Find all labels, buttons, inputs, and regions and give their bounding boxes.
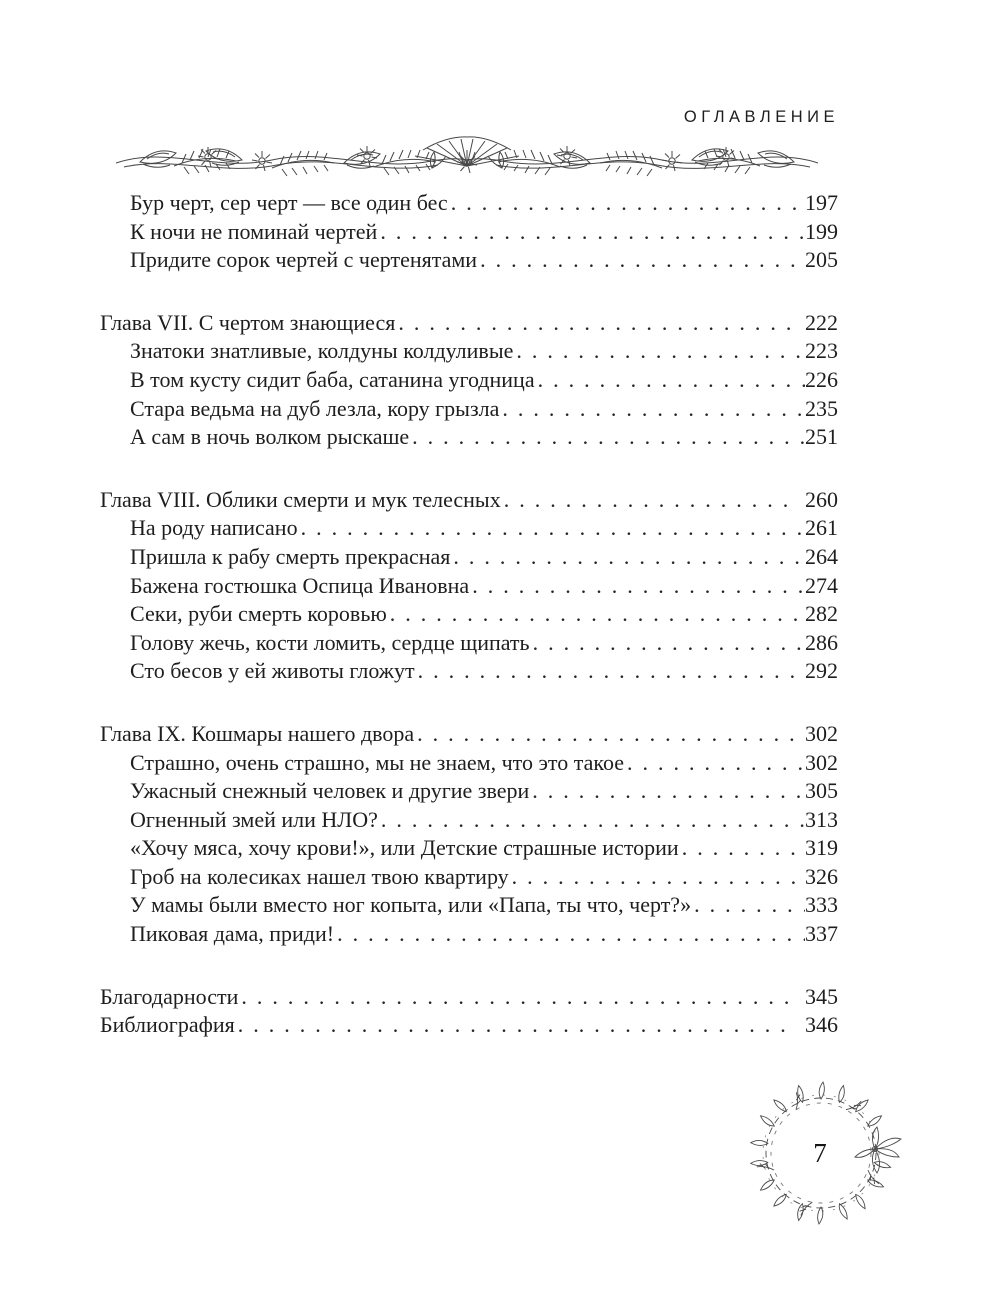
dot-leader bbox=[238, 1012, 796, 1038]
toc-entry-page: 205 bbox=[805, 247, 838, 273]
toc-entry-page: 282 bbox=[805, 601, 838, 627]
toc-entry-title: Бур черт, сер черт — все один бес bbox=[130, 190, 448, 215]
toc-entry-title: Голову жечь, кости ломить, сердце щипать bbox=[130, 629, 530, 655]
toc-entry bbox=[100, 396, 838, 425]
toc-entry-page: 286 bbox=[805, 629, 838, 655]
toc-entry-title: Страшно, очень страшно, мы не знаем, что это такое bbox=[130, 749, 625, 775]
toc-group bbox=[100, 487, 838, 687]
dot-leader bbox=[381, 807, 805, 833]
toc-entry-title: Гроб на колесиках нашел твою квартиру bbox=[130, 863, 509, 889]
toc-entry bbox=[100, 921, 838, 950]
toc-entry-page: 223 bbox=[805, 338, 838, 364]
dot-leader bbox=[472, 573, 805, 599]
toc-entry-title: «Хочу мяса, хочу крови!», или Детские страшные истории bbox=[130, 835, 679, 861]
dot-leader bbox=[418, 658, 805, 684]
toc-entry bbox=[100, 778, 838, 807]
floral-garland-ornament bbox=[112, 136, 822, 184]
toc-entry bbox=[100, 338, 838, 367]
toc-entry-page: 345 bbox=[805, 983, 838, 1009]
toc-group bbox=[100, 190, 838, 276]
toc-entry-title: К ночи не поминай чертей bbox=[130, 218, 378, 244]
toc-entry-page: 326 bbox=[805, 863, 838, 889]
toc-entry bbox=[100, 573, 838, 602]
toc-entry-page: 274 bbox=[805, 572, 838, 598]
toc-entry-title: Благодарности bbox=[100, 983, 239, 1009]
toc-entry bbox=[100, 247, 838, 276]
toc-entry-page: 226 bbox=[805, 366, 838, 392]
dot-leader bbox=[417, 721, 796, 747]
toc-entry-title: Бажена гостюшка Оспица Ивановна bbox=[130, 572, 470, 598]
toc-entry-title: Придите сорок чертей с чертенятами bbox=[130, 247, 478, 273]
toc-entry-page: 302 bbox=[805, 720, 838, 746]
toc-entry bbox=[100, 601, 838, 630]
toc-entry-page: 313 bbox=[805, 806, 838, 832]
toc-entry-page: 261 bbox=[805, 515, 838, 541]
dot-leader bbox=[337, 921, 805, 947]
toc-entry bbox=[100, 658, 838, 687]
toc-entry bbox=[100, 487, 838, 516]
toc-entry-title: Сто бесов у ей животы гложут bbox=[130, 658, 415, 684]
dot-leader bbox=[502, 396, 805, 422]
toc-entry bbox=[100, 544, 838, 573]
toc-entry bbox=[100, 515, 838, 544]
dot-leader bbox=[301, 515, 805, 541]
toc-entry-title: Ужасный снежный человек и другие звери bbox=[130, 778, 530, 804]
dot-leader bbox=[532, 778, 805, 804]
toc-entry-page: 251 bbox=[805, 424, 838, 450]
dot-leader bbox=[390, 601, 805, 627]
toc-entry bbox=[100, 1012, 838, 1041]
toc-entry-title: Библиография bbox=[100, 1012, 235, 1038]
dot-leader bbox=[241, 984, 796, 1010]
toc-entry-page: 260 bbox=[805, 486, 838, 512]
toc-entry bbox=[100, 367, 838, 396]
dot-leader bbox=[412, 424, 805, 450]
dot-leader bbox=[627, 750, 805, 776]
page-title: ОГЛАВЛЕНИЕ bbox=[683, 108, 839, 126]
toc-entry bbox=[100, 630, 838, 659]
dot-leader bbox=[453, 544, 805, 570]
toc-entry-title: Огненный змей или НЛО? bbox=[130, 806, 378, 832]
toc-entry bbox=[100, 219, 838, 248]
toc-entry-page: 264 bbox=[805, 543, 838, 569]
dot-leader bbox=[451, 190, 805, 216]
toc-entry-page: 197 bbox=[805, 190, 838, 215]
toc-entry-title: У мамы были вместо ног копыта, или «Папа, ты что, черт?» bbox=[130, 892, 692, 918]
dot-leader bbox=[504, 487, 796, 513]
toc-entry bbox=[100, 892, 838, 921]
toc-entry-title: А сам в ночь волком рыскаше bbox=[130, 424, 410, 450]
toc-group bbox=[100, 721, 838, 950]
toc-entry bbox=[100, 424, 838, 453]
toc-entry-title: Знатоки знатливые, колдуны колдуливые bbox=[130, 338, 514, 364]
toc-entry-page: 333 bbox=[805, 892, 838, 918]
toc-entry bbox=[100, 310, 838, 339]
toc-entry-title: Стара ведьма на дуб лезла, кору грызла bbox=[130, 395, 500, 421]
toc-group bbox=[100, 310, 838, 453]
toc-entry-page: 292 bbox=[805, 658, 838, 684]
folio-page-number: 7 bbox=[813, 1137, 827, 1168]
toc-entry-page: 302 bbox=[805, 749, 838, 775]
toc-entry-page: 319 bbox=[805, 835, 838, 861]
toc-entry-page: 199 bbox=[805, 218, 838, 244]
toc-entry-page: 346 bbox=[805, 1012, 838, 1038]
toc-entry bbox=[100, 721, 838, 750]
dot-leader bbox=[512, 864, 805, 890]
toc-entry bbox=[100, 864, 838, 893]
toc-entry-page: 235 bbox=[805, 395, 838, 421]
toc-entry-title: Секи, руби смерть коровью bbox=[130, 601, 387, 627]
toc-entry-title: Пришла к рабу смерть прекрасная bbox=[130, 543, 451, 569]
toc-entry-page: 337 bbox=[805, 921, 838, 947]
toc-entry-title: Пиковая дама, приди! bbox=[130, 921, 335, 947]
folio-wreath bbox=[744, 1077, 902, 1229]
toc-entry-title: В том кусту сидит баба, сатанина угодница bbox=[130, 366, 535, 392]
dot-leader bbox=[516, 338, 805, 364]
toc-entry bbox=[100, 750, 838, 779]
toc-entry-page: 305 bbox=[805, 778, 838, 804]
toc-group bbox=[100, 984, 838, 1041]
dot-leader bbox=[682, 835, 805, 861]
toc-entry bbox=[100, 984, 838, 1013]
toc-entry-title: Глава VIII. Облики смерти и мук телесных bbox=[100, 486, 501, 512]
dot-leader bbox=[380, 219, 805, 245]
toc-entry bbox=[100, 835, 838, 864]
toc-entry-title: Глава VII. С чертом знающиеся bbox=[100, 309, 396, 335]
toc-entry bbox=[100, 190, 838, 219]
dot-leader bbox=[533, 630, 805, 656]
toc-entry-title: Глава IX. Кошмары нашего двора bbox=[100, 720, 415, 746]
dot-leader bbox=[538, 367, 805, 393]
toc-entry-page: 222 bbox=[805, 309, 838, 335]
dot-leader bbox=[480, 247, 805, 273]
toc-list bbox=[100, 190, 838, 1041]
dot-leader bbox=[694, 892, 805, 918]
toc-entry-title: На роду написано bbox=[130, 515, 298, 541]
toc-entry bbox=[100, 807, 838, 836]
dot-leader bbox=[398, 310, 796, 336]
